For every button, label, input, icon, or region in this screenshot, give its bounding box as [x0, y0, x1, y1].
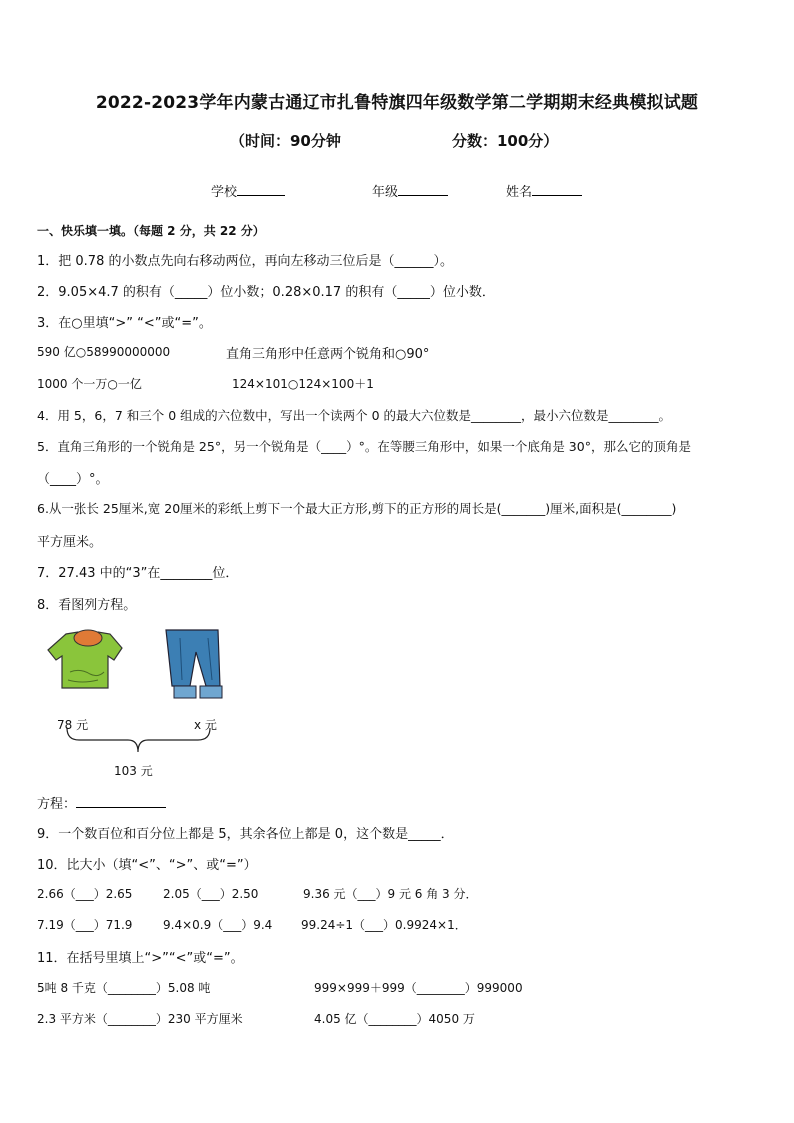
- equation-blank: [76, 795, 166, 808]
- question-3: 3．在○里填“>” “<”或“=”。: [37, 316, 212, 331]
- question-11-item-a: 5吨 8 千克（________）5.08 吨: [37, 981, 211, 995]
- question-11-item-c: 2.3 平方米（________）230 平方厘米: [37, 1012, 243, 1026]
- jeans-image: [166, 630, 222, 698]
- question-10: 10．比大小（填“<”、“>”、或“=”）: [37, 858, 257, 873]
- grade-field: [372, 181, 448, 200]
- jeans-price: x 元: [194, 718, 217, 732]
- question-10-item-d: 7.19（___）71.9: [37, 918, 133, 932]
- question-1: 1．把 0.78 的小数点先向右移动两位，再向左移动三位后是（______）。: [37, 254, 453, 269]
- question-11: 11．在括号里填上“>”“<”或“=”。: [37, 951, 244, 966]
- question-4: 4．用 5，6，7 和三个 0 组成的六位数中，写出一个读两个 0 的最大六位数是________，最小六位数是________。: [37, 408, 672, 423]
- name-label: 姓名: [506, 185, 533, 200]
- question-3-item-d: 124×101○124×100＋1: [232, 377, 374, 391]
- question-3-item-c: 1000 个一万○一亿: [37, 377, 142, 391]
- tshirt-image: [48, 630, 122, 688]
- question-8: 8．看图列方程。: [37, 598, 137, 613]
- grade-blank: [398, 183, 448, 196]
- total-price: 103 元: [114, 764, 153, 778]
- grade-label: 年级: [372, 185, 399, 200]
- question-10-item-b: 2.05（___）2.50: [163, 887, 259, 901]
- page-title: 2022-2023学年内蒙古通辽市扎鲁特旗四年级数学第二学期期末经典模拟试题: [95, 93, 699, 113]
- equation-field: [37, 793, 166, 812]
- question-10-item-a: 2.66（___）2.65: [37, 887, 133, 901]
- question-11-item-b: 999×999＋999（________）999000: [314, 981, 523, 995]
- question-10-item-e: 9.4×0.9（___）9.4: [163, 918, 273, 932]
- question-3-item-a: 590 亿○58990000000: [37, 345, 171, 359]
- tshirt-price: 78 元: [57, 718, 89, 732]
- section-heading: 一、快乐填一填。（每题 2 分，共 22 分）: [37, 224, 265, 238]
- question-11-item-d: 4.05 亿（________）4050 万: [314, 1012, 475, 1026]
- school-blank: [237, 183, 285, 196]
- equation-label: 方程：: [37, 797, 77, 812]
- question-5-line-2: （____）°。: [37, 472, 109, 487]
- question-7: 7．27.43 中的“3”在________位．: [37, 566, 239, 581]
- name-field: [506, 181, 582, 200]
- name-blank: [532, 183, 582, 196]
- question-5-line-1: 5．直角三角形的一个锐角是 25°，另一个锐角是（____）°。在等腰三角形中，如果一个底角是 30°，那么它的顶角是: [37, 439, 691, 454]
- school-label: 学校: [211, 185, 238, 200]
- question-3-item-b: 直角三角形中任意两个锐角和○90°: [226, 347, 430, 362]
- question-6-line-2: 平方厘米。: [37, 535, 103, 550]
- total-brace: [67, 728, 210, 752]
- question-6-line-1: 6.从一张长 25厘米,宽 20厘米的彩纸上剪下一个最大正方形,剪下的正方形的周长是(_______)厘米,面积是(________): [37, 501, 677, 516]
- score-label: 分数：100分）: [452, 132, 559, 150]
- question-9: 9．一个数百位和百分位上都是 5，其余各位上都是 0，这个数是_____．: [37, 827, 454, 842]
- time-label: （时间：90分钟: [230, 132, 341, 150]
- school-field: [211, 181, 285, 200]
- question-2: 2．9.05×4.7 的积有（_____）位小数；0.28×0.17 的积有（_____）位小数．: [37, 285, 495, 300]
- question-10-item-f: 99.24÷1（___）0.9924×1．: [301, 918, 467, 932]
- question-10-item-c: 9.36 元（___）9 元 6 角 3 分．: [303, 887, 478, 901]
